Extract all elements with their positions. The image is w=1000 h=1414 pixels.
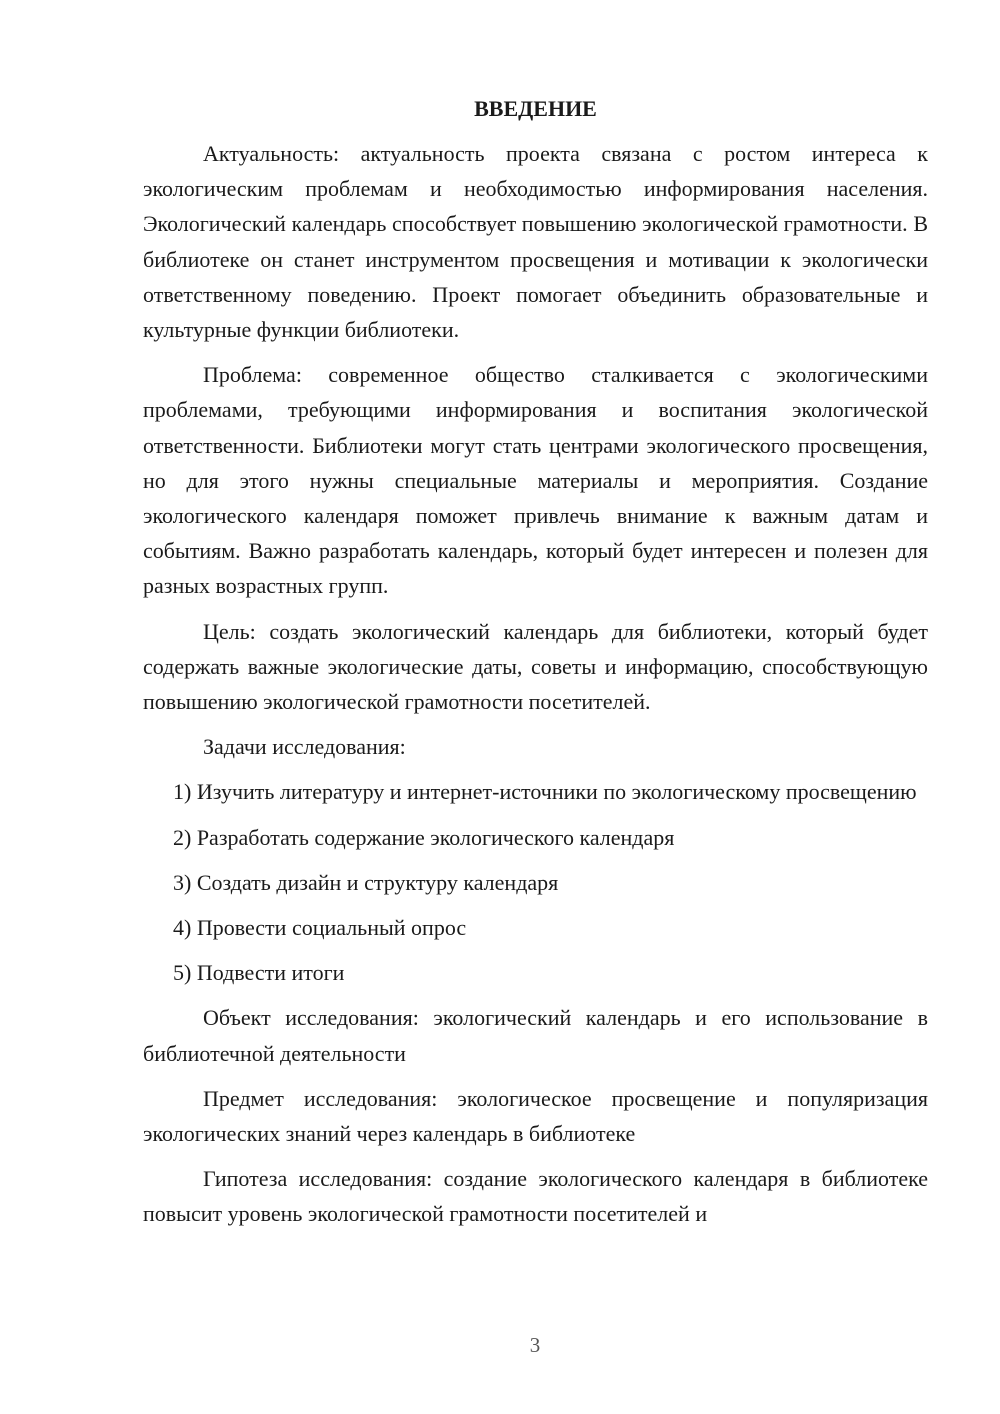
- paragraph-problem: Проблема: современное общество сталкивается с экологическими проблемами, требующими информирования и воспитания экологической ответственности. Библиотеки могут стать центрами экологического просвещения, но для этого нужны специальные материалы и мероприятия. Создание экологического календаря поможет привлечь внимание к важным датам и событиям. Важно разработать календарь, который будет интересен и полезен для разных возрастных групп.: [143, 362, 928, 599]
- document-page: [143, 96, 928, 1242]
- paragraph-goal: Цель: создать экологический календарь для библиотеки, который будет содержать важные экологические даты, советы и информацию, способствующую повышению экологической грамотности посетителей.: [143, 618, 928, 715]
- tasks-list: [143, 774, 928, 990]
- tasks-heading: Задачи исследования:: [203, 734, 406, 760]
- paragraph-object: Объект исследования: экологический календарь и его использование в библиотечной деятельности: [143, 1005, 928, 1066]
- task-item: 4) Провести социальный опрос: [173, 915, 467, 941]
- page-number: 3: [529, 1333, 541, 1357]
- task-item: 5) Подвести итоги: [173, 960, 345, 986]
- paragraph-subject: Предмет исследования: экологическое просвещение и популяризация экологических знаний через календарь в библиотеке: [143, 1085, 928, 1147]
- task-item: 2) Разработать содержание экологического календаря: [173, 824, 675, 850]
- paragraph-hypothesis: Гипотеза исследования: создание экологического календаря в библиотеке повысит уровень экологической грамотности посетителей и: [143, 1166, 928, 1227]
- task-item: 3) Создать дизайн и структуру календаря: [173, 869, 559, 895]
- task-item: 1) Изучить литературу и интернет-источники по экологическому просвещению: [173, 779, 917, 805]
- paragraph-relevance: Актуальность: актуальность проекта связана с ростом интереса к экологическим проблемам и необходимостью информирования населения. Экологический календарь способствует повышению экологической грамотности. В библиотеке он станет инструментом просвещения и мотивации к экологически ответственному поведению. Проект помогает объединить образовательные и культурные функции библиотеки.: [143, 141, 928, 343]
- section-title: ВВЕДЕНИЕ: [474, 96, 597, 121]
